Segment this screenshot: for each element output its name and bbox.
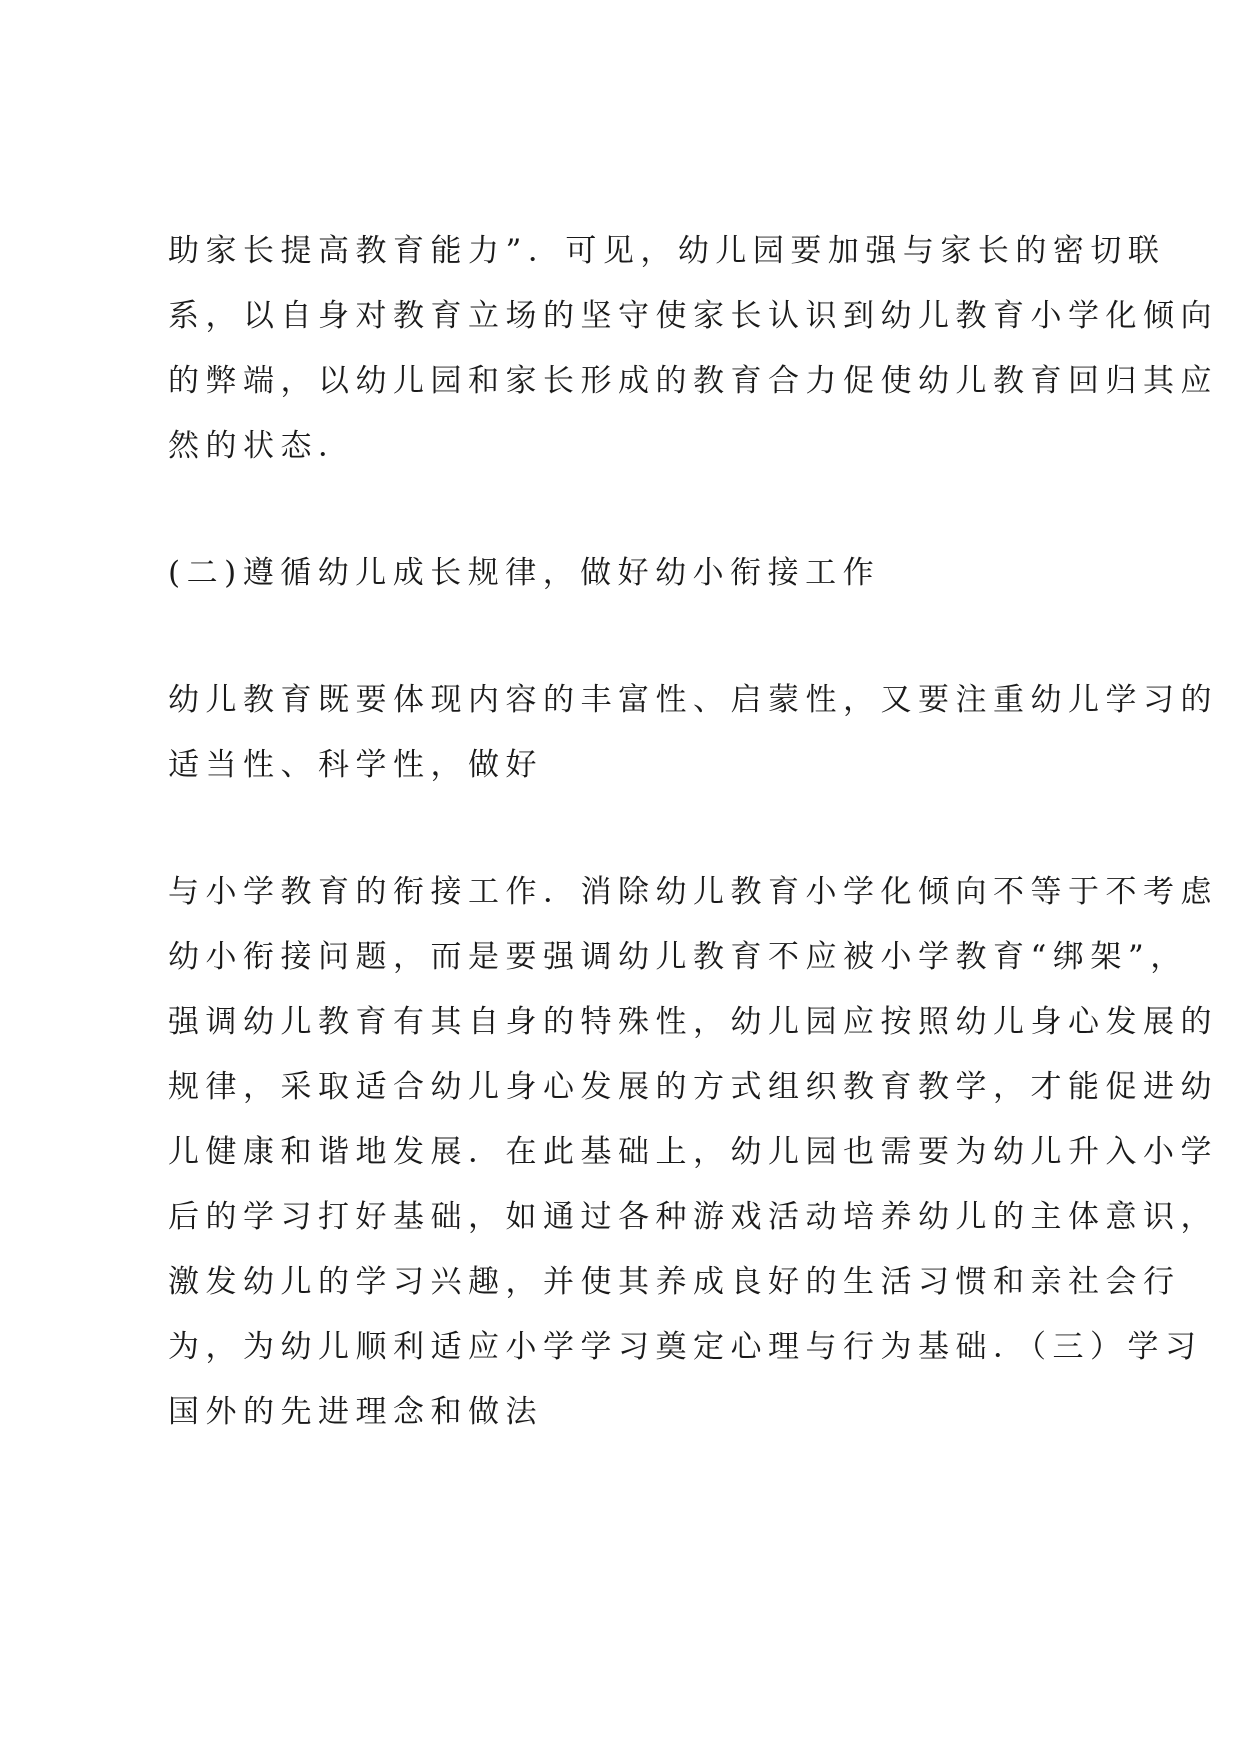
text-line: 的弊端，以幼儿园和家长形成的教育合力促使幼儿教育回归其应 [168, 363, 1218, 399]
text-line: 国外的先进理念和做法 [168, 1394, 543, 1430]
text-line: 激发幼儿的学习兴趣，并使其养成良好的生活习惯和亲社会行 [168, 1264, 1181, 1300]
text-line: 儿健康和谐地发展．在此基础上，幼儿园也需要为幼儿升入小学 [168, 1134, 1218, 1170]
text-line: 适当性、科学性，做好 [168, 747, 543, 783]
text-line: 系，以自身对教育立场的坚守使家长认识到幼儿教育小学化倾向 [168, 298, 1218, 334]
text-line: 与小学教育的衔接工作．消除幼儿教育小学化倾向不等于不考虑 [168, 874, 1218, 910]
text-line: 然的状态． [168, 428, 356, 464]
text-line: 幼儿教育既要体现内容的丰富性、启蒙性，又要注重幼儿学习的 [168, 682, 1218, 718]
text-line: 幼小衔接问题，而是要强调幼儿教育不应被小学教育“绑架”， [168, 939, 1188, 975]
text-line: 助家长提高教育能力”．可见，幼儿园要加强与家长的密切联 [168, 233, 1166, 269]
text-line: 规律，采取适合幼儿身心发展的方式组织教育教学，才能促进幼 [168, 1069, 1218, 1105]
text-line: 为，为幼儿顺利适应小学学习奠定心理与行为基础．（三）学习 [168, 1329, 1203, 1365]
text-line: 后的学习打好基础，如通过各种游戏活动培养幼儿的主体意识， [168, 1199, 1218, 1235]
section-heading: (二)遵循幼儿成长规律，做好幼小衔接工作 [168, 555, 881, 591]
text-line: 强调幼儿教育有其自身的特殊性，幼儿园应按照幼儿身心发展的 [168, 1004, 1218, 1040]
